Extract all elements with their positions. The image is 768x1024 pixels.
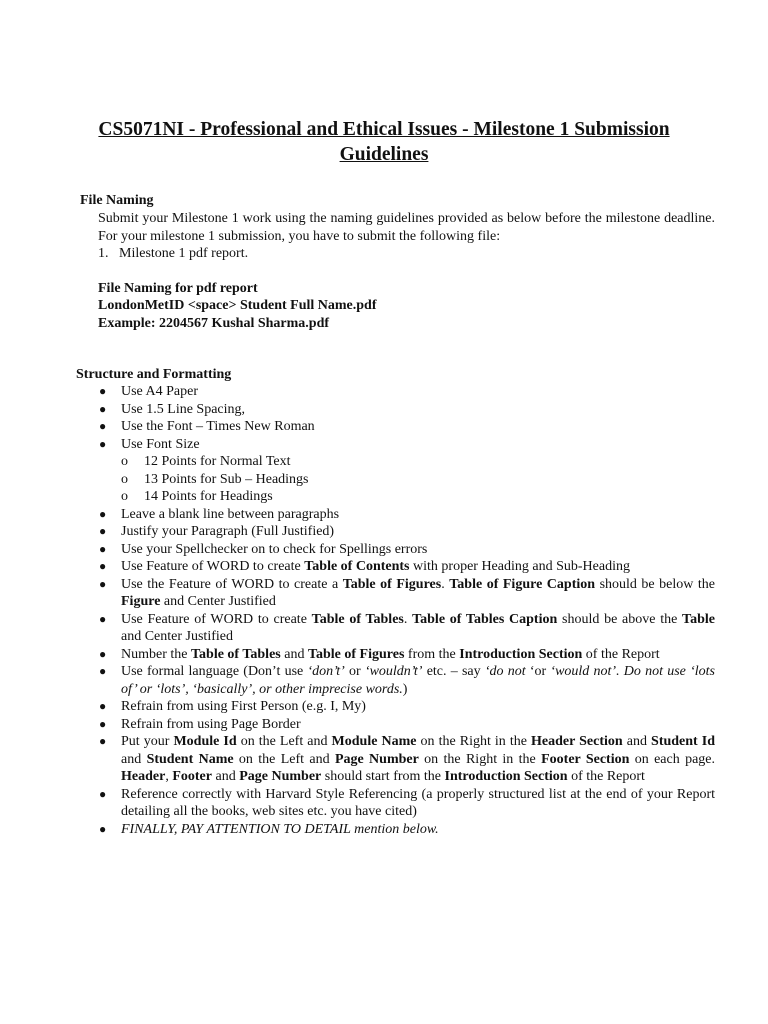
list-item: ● Use Font Size o 12 Points for Normal Text o 13 Points for Sub – Headings o 14 Points for Headings [97,436,715,506]
list-item: ● Refrain from using First Person (e.g. I, My) [99,699,366,714]
list-item: ● Use Feature of WORD to create Table of Tables. Table of Tables Caption should be above the Table and Center Justified [99,611,715,644]
document-title: CS5071NI - Professional and Ethical Issues - Milestone 1 Submission Guidelines [98,119,670,165]
pdf-naming-heading: File Naming for pdf report [98,281,258,296]
bullet-icon: ● [99,576,107,591]
bullet-icon: ● [99,786,107,801]
bullet-icon: ● [99,734,107,748]
list-item: ● Reference correctly with Harvard Style Referencing (a properly structured list at the end of your Report detailing all the books, web sites etc. you have cited) [99,786,715,819]
list-item: ● Justify your Paragraph (Full Justified) [99,524,335,539]
pdf-naming-example: Example: 2204567 Kushal Sharma.pdf [98,316,330,331]
bullet-icon: ● [99,419,107,433]
bullet-icon: ● [99,664,107,678]
sublist-item: o 14 Points for Headings [121,489,273,504]
sublist-item: o 12 Points for Normal Text [121,454,291,469]
bullet-icon: ● [99,541,107,556]
list-item: ● FINALLY, PAY ATTENTION TO DETAIL mention below. [99,821,439,837]
list-item: ● Put your Module Id on the Left and Module Name on the Right in the Header Section and Student Id and Student Name on the Left and Page Number on the Right in the Footer Section on each page. Header, Footer and Page Number should start from the Introduction Section of the Report [99,734,716,784]
file-naming-heading: File Naming [80,193,154,208]
bullet-icon: ● [99,699,107,713]
font-size-sublist [121,453,715,506]
bullet-icon: ● [99,506,107,521]
bullet-icon: ● [99,646,107,661]
list-item: ● Use the Feature of WORD to create a Table of Figures. Table of Figure Caption should be below the Figure and Center Justified [99,576,715,609]
list-item: ● Number the Table of Tables and Table of Figures from the Introduction Section of the Report [99,646,660,662]
list-item: ● Refrain from using Page Border [99,716,301,732]
circle-bullet-icon: o [121,471,128,487]
list-item: ● Leave a blank line between paragraphs [99,506,340,522]
list-item: ● Use A4 Paper [99,384,198,399]
sublist-item: o 13 Points for Sub – Headings [121,471,309,487]
list-item: ● Use Feature of WORD to create Table of Contents with proper Heading and Sub-Heading [99,559,630,574]
bullet-icon: ● [99,559,107,573]
structure-heading: Structure and Formatting [76,367,232,382]
bullet-icon: ● [99,401,107,416]
list-item: ● Use formal language (Don’t use ‘don’t’ or ‘wouldn’t’ etc. – say ‘do not ‘or ‘would not’. Do not use ‘lots of’ or ‘lots’, ‘basically’, or other imprecise words.) [99,664,716,697]
formatting-rules-list [97,383,715,838]
file-naming-intro: Submit your Milestone 1 work using the naming guidelines provided as below before the milestone deadline. For your milestone 1 submission, you have to submit the following file: [98,211,715,244]
file-list-item: 1. Milestone 1 pdf report. [98,246,249,261]
circle-bullet-icon: o [121,454,128,469]
list-item: ● Use 1.5 Line Spacing, [99,401,246,417]
circle-bullet-icon: o [121,489,128,504]
bullet-icon: ● [99,716,107,731]
bullet-icon: ● [99,436,107,451]
list-item: ● Use your Spellchecker on to check for Spellings errors [99,541,428,557]
pdf-naming-format: LondonMetID <space> Student Full Name.pdf [98,298,377,313]
bullet-icon: ● [99,611,107,626]
bullet-icon: ● [99,821,107,836]
bullet-icon: ● [99,384,107,398]
list-item: ● Use the Font – Times New Roman [99,419,315,434]
bullet-icon: ● [99,524,107,538]
